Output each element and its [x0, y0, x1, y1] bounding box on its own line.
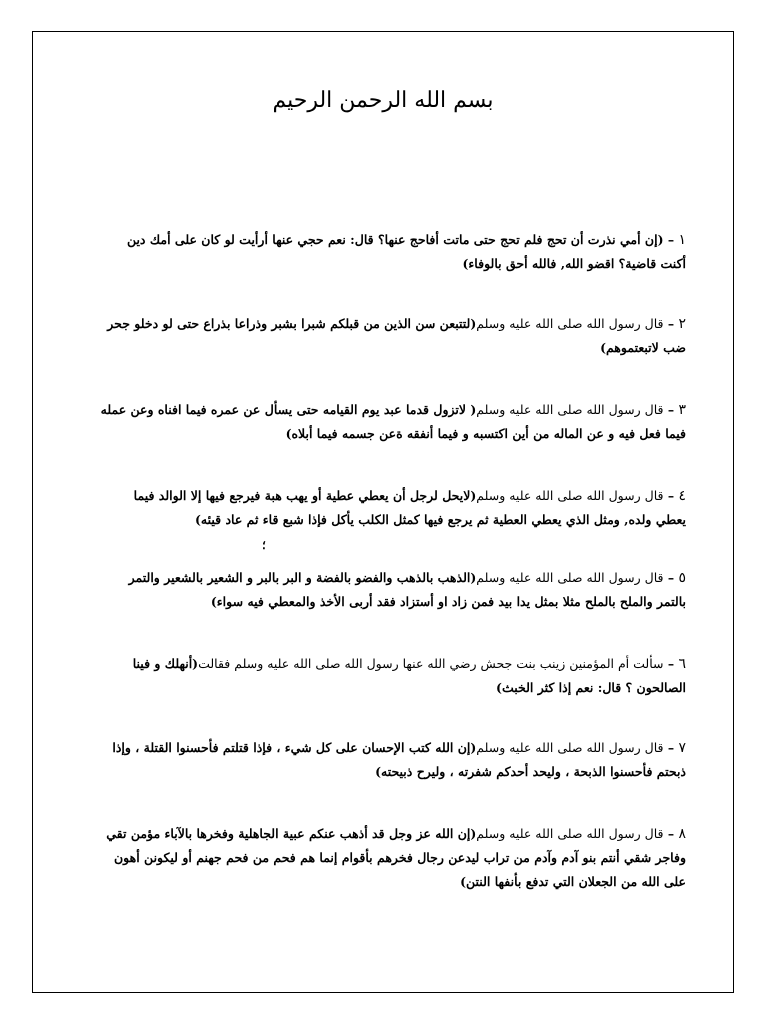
- hadith-dash: –: [663, 570, 679, 585]
- hadith-number: ٢: [678, 316, 686, 332]
- hadith-dash: –: [663, 402, 679, 417]
- hadith-number: ٥: [678, 570, 686, 586]
- hadith-item-3: [100, 398, 686, 446]
- hadith-number: ١: [678, 232, 686, 248]
- hadith-dash: –: [663, 656, 679, 671]
- hadith-intro: قال رسول الله صلى الله عليه وسلم: [476, 570, 664, 585]
- stray-mark: ؛: [262, 538, 266, 552]
- hadith-item-5: [100, 566, 686, 614]
- hadith-text: (أنهلك و فينا الصالحون ؟ قال: نعم إذا كثر الخبث): [132, 656, 686, 695]
- hadith-dash: –: [663, 316, 679, 331]
- hadith-number: ٧: [678, 740, 686, 756]
- hadith-intro: سألت أم المؤمنين زينب بنت جحش رضي الله عنها رسول الله صلى الله عليه وسلم فقالت: [198, 656, 664, 671]
- hadith-text: (لتتبعن سن الذين من قبلكم شبرا بشبر وذراعا بذراع حتى لو دخلو جحر ضب لاتبعتموهم): [107, 316, 686, 355]
- hadith-intro: قال رسول الله صلى الله عليه وسلم: [476, 826, 664, 841]
- hadith-item-7: [100, 736, 686, 784]
- hadith-number: ٤: [678, 488, 686, 504]
- hadith-item-6: [100, 652, 686, 700]
- hadith-number: ٨: [678, 826, 686, 842]
- hadith-intro: قال رسول الله صلى الله عليه وسلم: [476, 402, 664, 417]
- hadith-intro: قال رسول الله صلى الله عليه وسلم: [476, 316, 664, 331]
- hadith-item-2: [100, 312, 686, 360]
- hadith-number: ٦: [678, 656, 686, 672]
- hadith-text: ( لاتزول قدما عبد يوم القيامه حتى يسأل عن عمره فيما افناه وعن عمله فيما فعل فيه و عن الماله من أين اكتسبه و فيما أنفقه ةعن جسمه فيما أبلاه): [100, 402, 686, 441]
- hadith-number: ٣: [678, 402, 686, 418]
- hadith-item-8: [100, 822, 686, 894]
- hadith-intro: قال رسول الله صلى الله عليه وسلم: [476, 740, 664, 755]
- hadith-dash: –: [663, 488, 679, 503]
- hadith-text: (الذهب بالذهب والفضو بالفضة و البر بالبر و الشعير بالشعير والتمر بالتمر والملح بالملح مثلا بمثل يدا بيد فمن زاد او أستزاد فقد أربى الأخذ والمعطي فيه سواء): [128, 570, 686, 609]
- hadith-intro: قال رسول الله صلى الله عليه وسلم: [476, 488, 664, 503]
- hadith-dash: –: [663, 740, 679, 755]
- hadith-item-1: [100, 228, 686, 276]
- page-title: بسم الله الرحمن الرحيم: [272, 88, 494, 113]
- hadith-text: (إن أمي نذرت أن تحج فلم تحج حتى ماتت أفاحج عنها؟ قال: نعم حجي عنها أرأيت لو كان على أمك دين أكنت قاضية؟ اقضو الله, فالله أحق بالوفاء): [126, 232, 686, 271]
- hadith-text: (إن الله عز وجل قد أذهب عنكم عبية الجاهلية وفخرها بالآباء مؤمن تقي وفاجر شقي أنتم بنو آدم وآدم من تراب ليدعن رجال فخرهم بأقوام إنما هم فحم من فحم جهنم أو ليكونن أهون على الله من الجعلان التي تدفع بأنفها النتن): [106, 826, 686, 889]
- hadith-text: (لايحل لرجل أن يعطي عطية أو يهب هبة فيرجع فيها إلا الوالد فيما يعطي ولده, ومثل الذي يعطي العطية ثم يرجع فيها كمثل الكلب يأكل فإذا شبع قاء ثم عاد قيئه): [133, 488, 686, 527]
- hadith-dash: –: [663, 826, 679, 841]
- hadith-dash: –: [663, 232, 679, 247]
- hadith-text: (إن الله كتب الإحسان على كل شيء ، فإذا قتلتم فأحسنوا القتلة ، وإذا ذبحتم فأحسنوا الذبحة ، وليحد أحدكم شفرته ، وليرح ذبيحته): [112, 740, 686, 779]
- hadith-item-4: [100, 484, 686, 532]
